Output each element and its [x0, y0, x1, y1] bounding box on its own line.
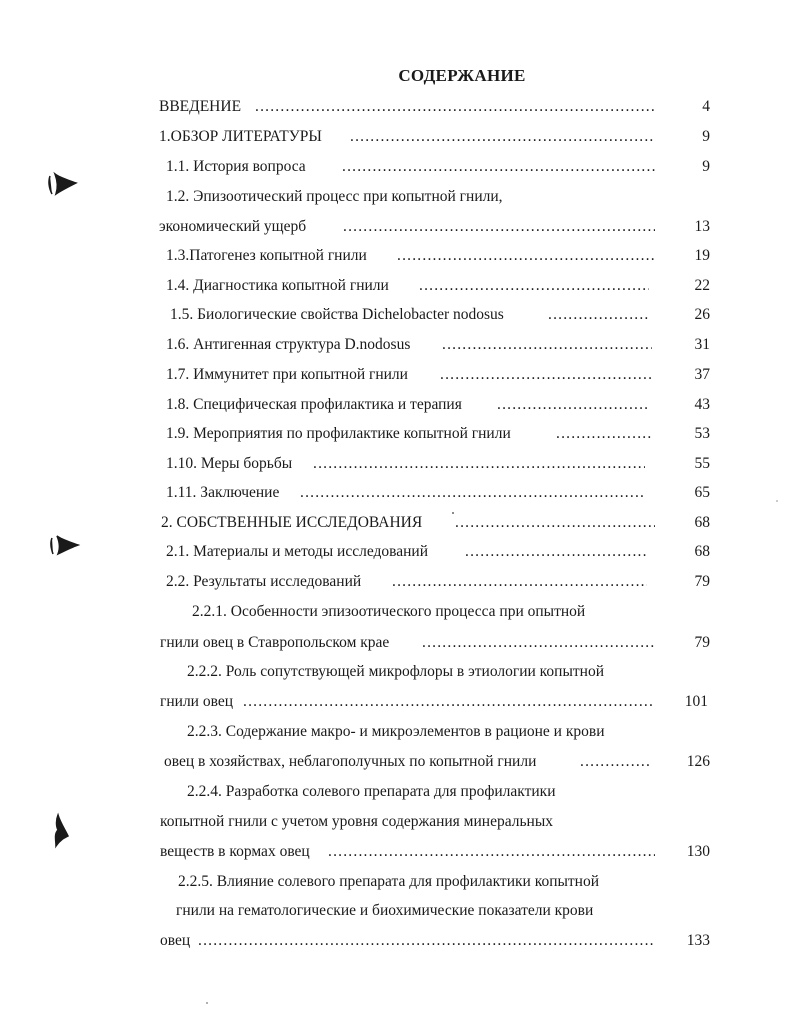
toc-leader — [198, 929, 655, 953]
toc-leader — [255, 95, 655, 119]
toc-page-number: 9 — [702, 128, 710, 145]
toc-leader — [442, 333, 652, 357]
toc-leader — [397, 244, 655, 268]
toc-entry-text: 1.11. Заключение — [166, 484, 280, 501]
toc-leader — [343, 215, 655, 239]
toc-page-number: 101 — [684, 693, 708, 710]
toc-page-number: 79 — [694, 634, 710, 651]
toc-page-number: 53 — [694, 425, 710, 442]
toc-leader — [300, 481, 645, 505]
toc-entry-text: 2. СОБСТВЕННЫЕ ИССЛЕДОВАНИЯ — [161, 514, 423, 531]
toc-leader — [419, 274, 649, 298]
toc-entry-text: экономический ущерб — [159, 218, 307, 235]
toc-page-number: 19 — [694, 247, 710, 264]
toc-leader — [350, 125, 655, 149]
toc-leader — [497, 393, 647, 417]
scan-speck — [452, 512, 454, 514]
toc-page-number: 55 — [694, 455, 710, 472]
toc-entry-text: гнили овец в Ставропольском крае — [160, 634, 390, 651]
toc-leader — [548, 303, 648, 327]
toc-entry-text: ВВЕДЕНИЕ — [159, 98, 242, 115]
scan-speck — [206, 1002, 208, 1004]
toc-entry-text: веществ в кормах овец — [160, 843, 310, 860]
toc-page-number: 4 — [702, 98, 710, 115]
toc-leader — [455, 511, 655, 535]
toc-entry-text: 1.ОБЗОР ЛИТЕРАТУРЫ — [159, 128, 322, 145]
toc-leader — [328, 840, 655, 864]
toc-page-number: 9 — [702, 158, 710, 175]
toc-entry-text: 2.2.4. Разработка солевого препарата для профилактики — [187, 783, 556, 800]
toc-entry-text: 1.7. Иммунитет при копытной гнили — [166, 366, 408, 383]
toc-entry-text: копытной гнили с учетом уровня содержания минеральных — [160, 813, 553, 830]
toc-page-number: 13 — [694, 218, 710, 235]
toc-entry-text: 1.6. Антигенная структура D.nodosus — [166, 336, 411, 353]
toc-entry-text: 2.2.1. Особенности эпизоотического процесса при опытной — [192, 603, 586, 620]
toc-page-number: 68 — [694, 543, 710, 560]
toc-page-number: 43 — [694, 396, 710, 413]
toc-leader — [243, 690, 655, 714]
toc-entry-text: 2.2.5. Влияние солевого препарата для профилактики копытной — [178, 873, 600, 890]
toc-leader — [422, 631, 655, 655]
toc-leader — [342, 155, 655, 179]
toc-entry-text: 2.2.2. Роль сопутствующей микрофлоры в этиологии копытной — [187, 663, 605, 680]
scan-speck — [776, 500, 778, 502]
toc-page-number: 130 — [686, 843, 710, 860]
toc-entry-text: 1.8. Специфическая профилактика и терапия — [166, 396, 462, 413]
binder-hole-mark-icon — [48, 532, 82, 558]
toc-entry-text: 1.9. Мероприятия по профилактике копытной гнили — [166, 425, 511, 442]
toc-entry-text: 1.10. Меры борьбы — [166, 455, 293, 472]
binder-hole-mark-icon — [50, 812, 72, 854]
toc-leader — [580, 750, 652, 774]
toc-entry-text: 1.2. Эпизоотический процесс при копытной гнили, — [166, 188, 503, 205]
toc-page-number: 79 — [694, 573, 710, 590]
toc-page-number: 37 — [694, 366, 710, 383]
toc-leader — [440, 363, 652, 387]
binder-hole-mark-icon — [46, 170, 80, 198]
toc-page-number: 31 — [694, 336, 710, 353]
toc-page-number: 22 — [694, 277, 710, 294]
page-title: СОДЕРЖАНИЕ — [398, 66, 526, 85]
toc-entry-text: овец — [160, 932, 191, 949]
toc-entry-text: 1.5. Биологические свойства Dichelobacter nodosus — [170, 306, 504, 323]
toc-page-number: 65 — [694, 484, 710, 501]
toc-entry-text: 2.1. Материалы и методы исследований — [166, 543, 429, 560]
toc-entry-text: овец в хозяйствах, неблагополучных по копытной гнили — [164, 753, 537, 770]
toc-page-number: 26 — [694, 306, 710, 323]
toc-entry-text: 1.3.Патогенез копытной гнили — [166, 247, 367, 264]
toc-entry-text: гнили овец — [160, 693, 234, 710]
toc-entry-text: гнили на гематологические и биохимические показатели крови — [176, 902, 594, 919]
toc-leader — [392, 570, 647, 594]
toc-page-number: 126 — [686, 753, 710, 770]
toc-entry-text: 1.4. Диагностика копытной гнили — [166, 277, 389, 294]
toc-leader — [313, 452, 645, 476]
toc-entry-text: 2.2. Результаты исследований — [166, 573, 362, 590]
toc-leader — [465, 540, 647, 564]
toc-entry-text: 1.1. История вопроса — [166, 158, 306, 175]
toc-page-number: 133 — [686, 932, 710, 949]
toc-leader — [556, 422, 652, 446]
toc-entry-text: 2.2.3. Содержание макро- и микроэлементов в рационе и крови — [187, 723, 605, 740]
toc-page-number: 68 — [694, 514, 710, 531]
